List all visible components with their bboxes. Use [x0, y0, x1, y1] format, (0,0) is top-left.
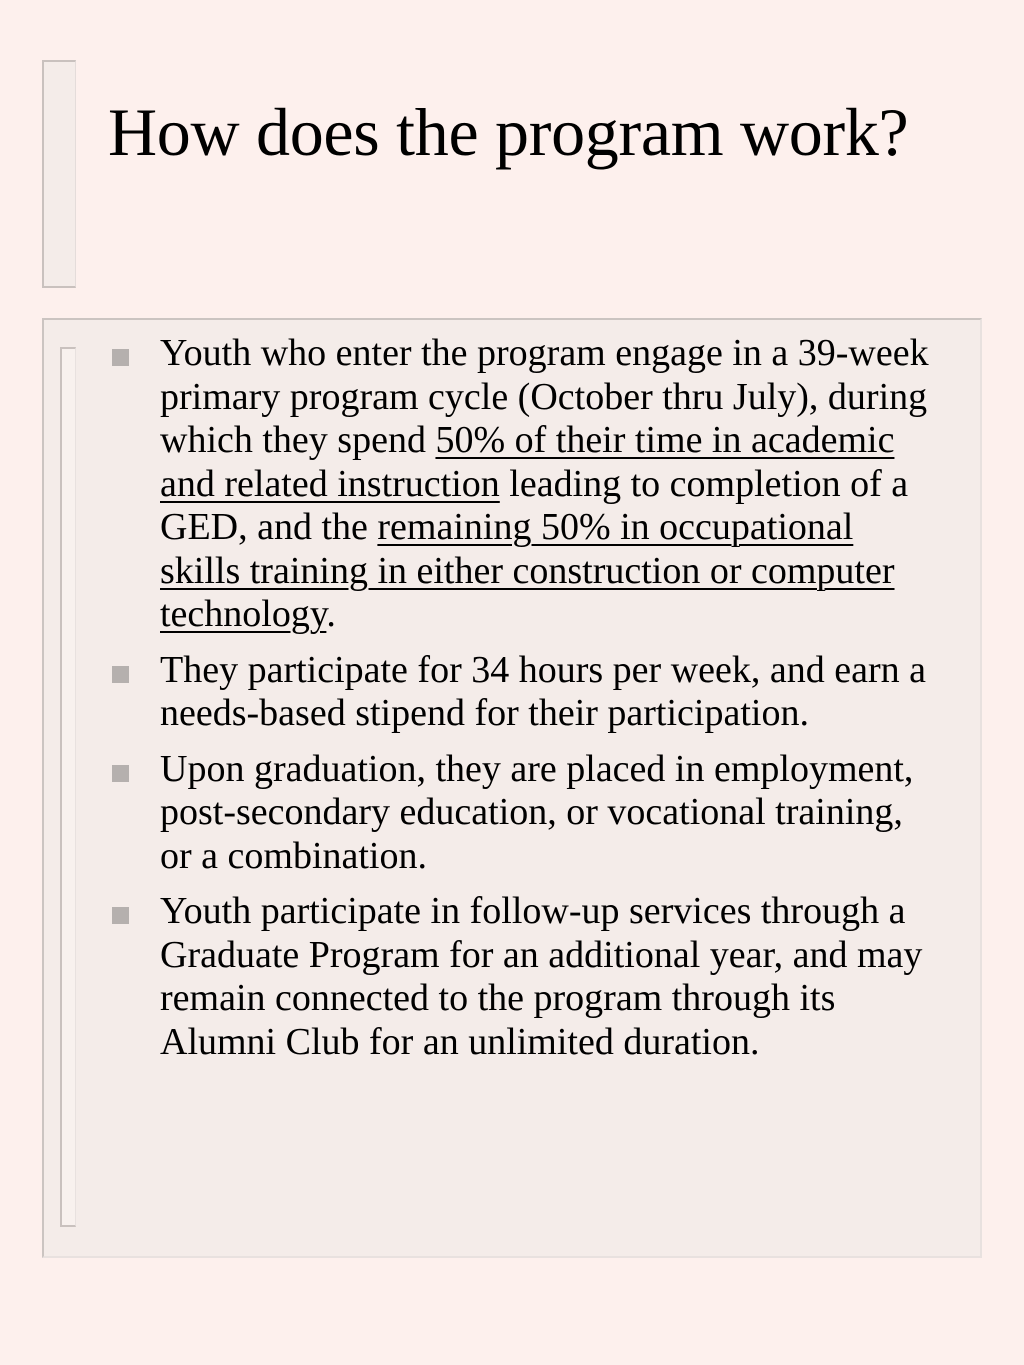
bullet-text-part: Upon graduation, they are placed in employment, post-secondary education, or vocational training, or a combination. — [160, 747, 914, 877]
bullet-item — [0, 332, 1024, 637]
square-bullet-icon — [112, 765, 129, 782]
square-bullet-icon — [112, 666, 129, 683]
bullet-list — [0, 332, 1024, 1076]
bullet-text-part: Youth participate in follow-up services through a Graduate Program for an additional year, and may remain connected to the program through its Alumni Club for an unlimited duration. — [160, 890, 923, 1063]
bullet-text-part: . — [326, 593, 336, 635]
bullet-text-part: They participate for 34 hours per week, and earn a needs-based stipend for their participation. — [160, 648, 926, 734]
bullet-item — [0, 649, 1024, 736]
bullet-underlined-text: 50% of their time in academic and related instruction — [160, 419, 895, 505]
bullet-text-part: Youth who enter the program engage in a 39-week primary program cycle (October thru July), during which they spend — [160, 332, 929, 461]
square-bullet-icon — [112, 349, 129, 366]
bullet-text-part: leading to completion of a GED, and the — [160, 462, 909, 548]
bullet-item — [0, 748, 1024, 879]
bullet-item — [0, 890, 1024, 1064]
slide-title: How does the program work? — [108, 94, 909, 170]
title-accent-bar — [42, 60, 76, 288]
square-bullet-icon — [112, 907, 129, 924]
bullet-underlined-text: remaining 50% in occupational skills training in either construction or computer technology — [160, 506, 895, 635]
